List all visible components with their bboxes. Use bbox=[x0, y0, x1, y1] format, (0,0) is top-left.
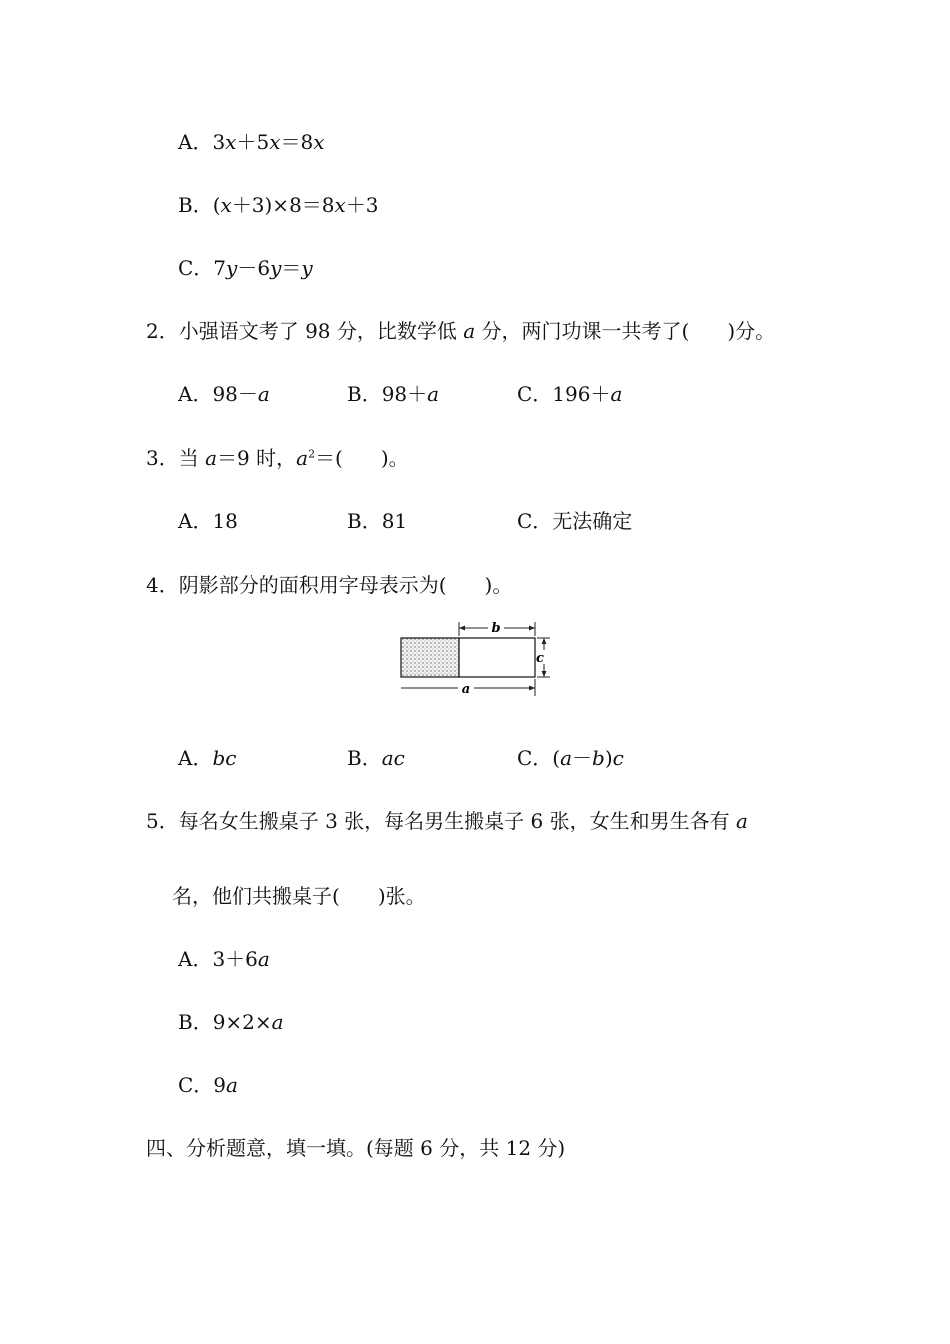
q5-stem-line1: 5．每名女生搬桌子 3 张，每名男生搬桌子 6 张，女生和男生各有 a bbox=[146, 809, 748, 833]
q3-option-b: B．81 bbox=[347, 509, 408, 533]
label-c: c bbox=[536, 651, 544, 666]
q2-option-b: B．98＋a bbox=[347, 382, 440, 406]
q5-stem-line2: 名，他们共搬桌子( )张。 bbox=[172, 884, 426, 908]
q5-option-b: B．9×2×a bbox=[178, 1010, 284, 1034]
q4-stem: 4．阴影部分的面积用字母表示为( )。 bbox=[146, 573, 513, 597]
label-b: b bbox=[491, 621, 501, 636]
q3-stem: 3．当 a＝9 时，$a^2=$( )。 bbox=[146, 446, 409, 470]
q2-option-c: C．196＋a bbox=[517, 382, 623, 406]
q3-option-c: C．无法确定 bbox=[517, 509, 633, 533]
section4-heading: 四、分析题意，填一填。(每题 6 分，共 12 分) bbox=[146, 1136, 566, 1160]
q1-option-c: C．7y－6y＝y bbox=[178, 256, 313, 280]
shaded-region bbox=[401, 638, 459, 677]
q1-option-a: A．3x＋5x＝8x bbox=[178, 130, 325, 154]
q1-option-b: B．(x＋3)×8＝8x＋3 bbox=[178, 193, 379, 217]
label-a: a bbox=[461, 682, 471, 697]
q5-option-c: C．9a bbox=[178, 1073, 238, 1097]
q5-option-a: A．3＋6a bbox=[178, 947, 270, 971]
rectangle-figure bbox=[398, 618, 554, 698]
unshaded-region bbox=[459, 638, 535, 677]
q2-stem: 2．小强语文考了 98 分，比数学低 a 分，两门功课一共考了( )分。 bbox=[146, 319, 776, 343]
q3-option-a: A．18 bbox=[178, 509, 238, 533]
q2-option-a: A．98－a bbox=[178, 382, 270, 406]
q4-option-c: C．(a－b)c bbox=[517, 746, 624, 770]
q4-option-a: A．bc bbox=[178, 746, 237, 770]
q4-option-b: B．ac bbox=[347, 746, 405, 770]
